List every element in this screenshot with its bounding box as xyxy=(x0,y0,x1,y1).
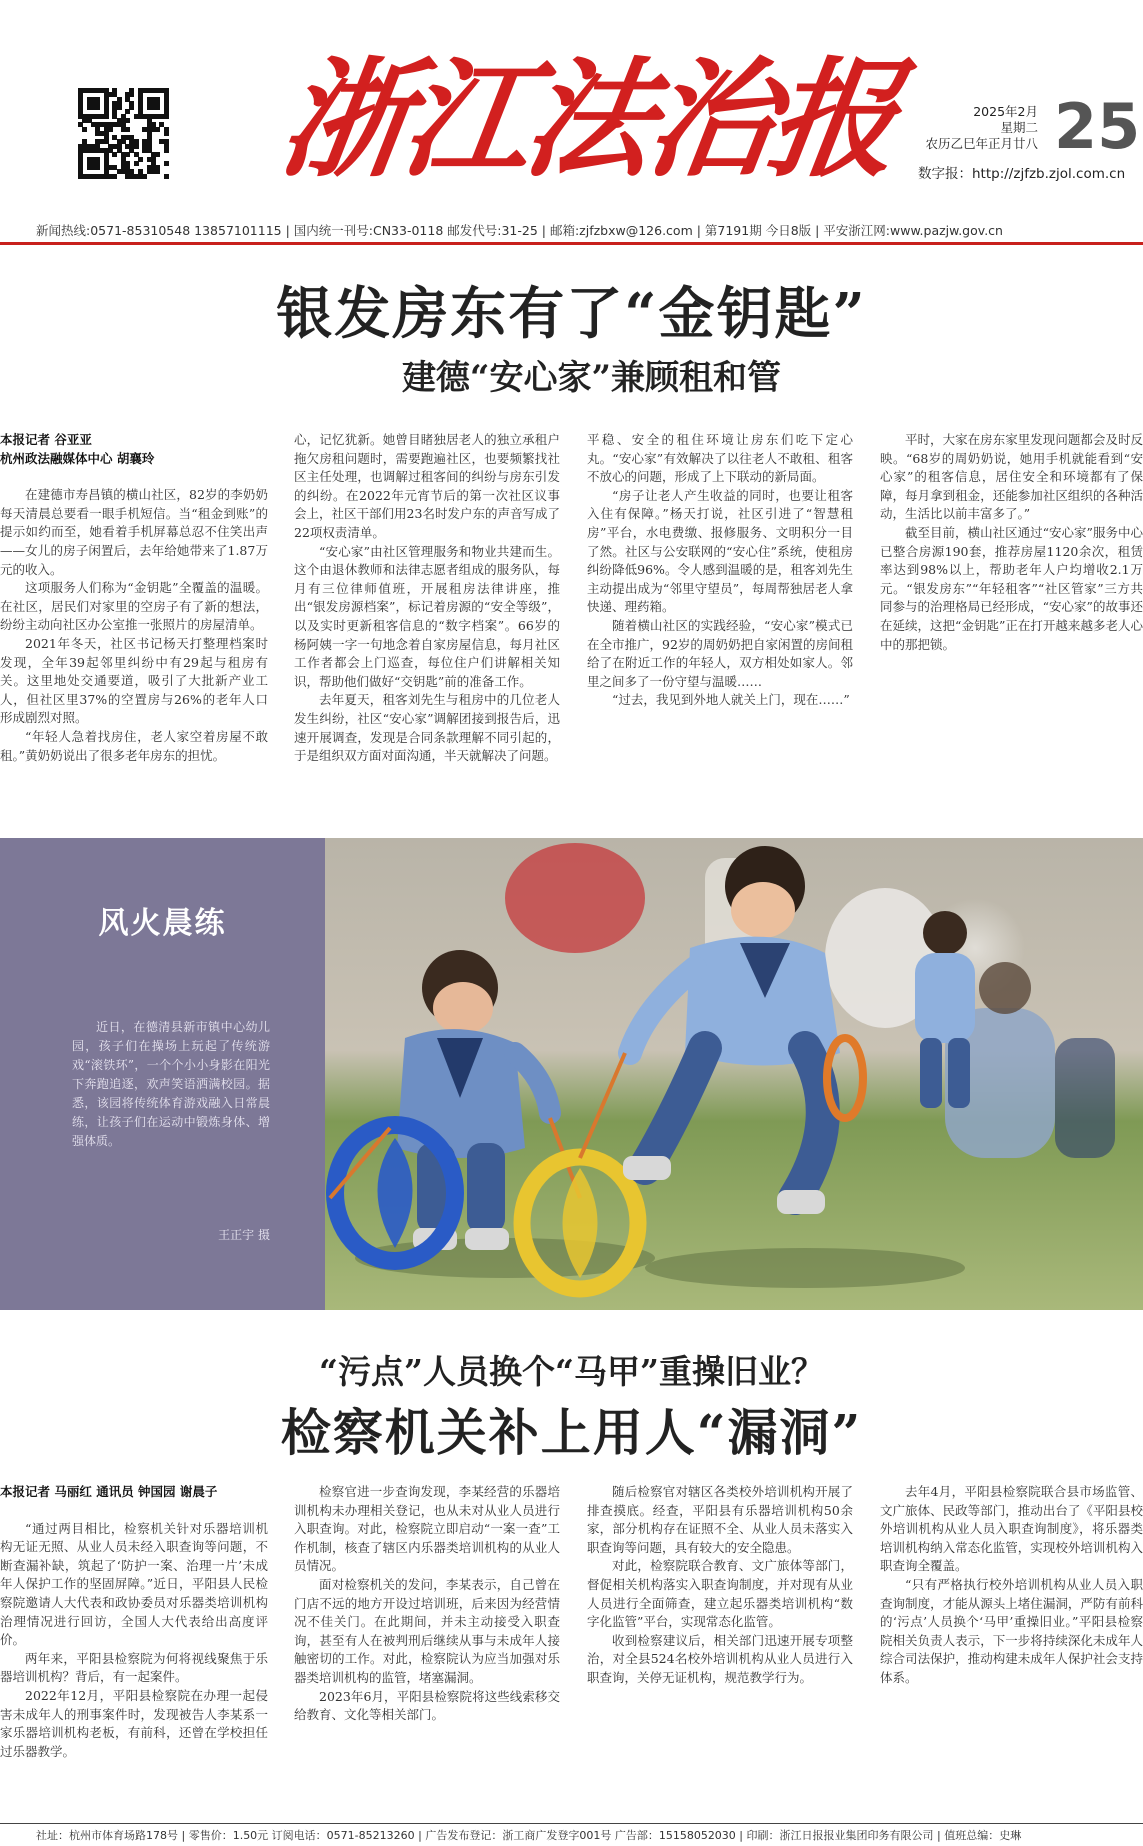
story2-paragraph: “通过两目相比，检察机关针对乐器培训机构无证无照、从业人员未经入职查询等问题，不断查漏补缺，筑起了‘防护一案、治理一片’未成年人保护工作的坚固屏障。”近日，平阳县人民检察院邀请人大代表和政协委员对乐器类培训机构治理情况进行回访，全国人大代表给出高度评价。 xyxy=(0,1520,268,1648)
story1-paragraph: 在建德市寿昌镇的横山社区，82岁的李奶奶每天清晨总要看一眼手机短信。当“租金到账”的提示如约而至，她看着手机屏幕总忍不住笑出声——女儿的房子闲置后，去年给她带来了1.87万元的收入。 xyxy=(0,487,268,577)
issue-day-number: 25 xyxy=(1054,90,1141,163)
story2-paragraph: “只有严格执行校外培训机构从业人员入职查询制度，才能从源头上堵住漏洞，严防有前科的‘污点’人员换个‘马甲’重操旧业。”平阳县检察院相关负责人表示，下一步将持续深化未成年人综合司法保护，推动构建未成年人保护社会支持体系。 xyxy=(880,1576,1143,1685)
story1-column-3 xyxy=(587,431,853,803)
story1-paragraph: “年轻人急着找房住，老人家空着房屋不敢租。”黄奶奶说出了很多老年房东的担忧。 xyxy=(0,728,268,763)
story1-paragraph: “过去，我见到外地人就关上门，现在……” xyxy=(612,692,850,708)
newspaper-logo: 浙江法治报 xyxy=(271,45,903,195)
masthead-divider xyxy=(0,242,1143,245)
story1-headline[interactable]: 银发房东有了“金钥匙” xyxy=(276,281,867,347)
photo-feature xyxy=(0,838,1143,1310)
story1-byline-2: 杭州政法融媒体中心 胡襄玲 xyxy=(0,450,155,466)
info-bar: 新闻热线:0571-85310548 13857101115 | 国内统一刊号:CN33-0118 邮发代号:31-25 | 邮箱:zjfzbxw@126.com | 第7191期 今日8版 | 平安浙江网:www.pazjw.gov.cn xyxy=(36,223,1003,238)
story1-subheadline: 建德“安心家”兼顾租和管 xyxy=(401,358,782,398)
story2-paragraph: 去年4月，平阳县检察院联合县市场监管、文广旅体、民政等部门，推动出台了《平阳县校外培训机构从业人员入职查询制度》，将乐器类培训机构纳入常态化监管，实现校外培训机构入职查询全覆盖。 xyxy=(880,1484,1143,1574)
story2-paragraph: 2023年6月，平阳县检察院将这些线索移交给教育、文化等相关部门。 xyxy=(294,1688,560,1723)
story2-paragraph: 两年来，平阳县检察院为何将视线聚焦于乐器培训机构？背后，有一起案件。 xyxy=(0,1650,268,1685)
digital-edition-link[interactable]: 数字报：http://zjfzb.zjol.com.cn xyxy=(918,166,1126,182)
photo-illustration xyxy=(325,838,1143,1310)
story1-paragraph: 这项服务人们称为“金钥匙”全覆盖的温暖。在社区，居民们对家里的空房子有了新的想法，纷纷主动向社区办公室推一张照片的房屋清单。 xyxy=(0,580,268,633)
photo-caption-panel xyxy=(0,838,325,1310)
story1-byline-1: 本报记者 谷亚亚 xyxy=(0,432,92,447)
story2-column-3 xyxy=(587,1483,853,1813)
story2-column-2 xyxy=(294,1483,560,1813)
story2-paragraph: 检察官进一步查询发现，李某经营的乐器培训机构未办理相关登记，也从未对从业人员进行入职查询。对此，检察院立即启动“一案一查”工作机制，核查了辖区内乐器类培训机构的从业人员情况。 xyxy=(294,1484,560,1574)
photo-caption: 近日，在德清县新市镇中心幼儿园，孩子们在操场上玩起了传统游戏“滚铁环”，一个个小小身影在阳光下奔跑追逐，欢声笑语洒满校园。据悉，该园将传统体育游戏融入日常晨练，让孩子们在运动中锻炼身体、增强体质。 xyxy=(72,1020,270,1148)
footer-divider xyxy=(0,1823,1143,1824)
qr-code xyxy=(78,88,168,178)
photo-credit: 王正宇 摄 xyxy=(218,1228,270,1242)
date-block xyxy=(918,104,1038,152)
story2-column-4 xyxy=(880,1483,1143,1813)
story2-paragraph: 收到检察建议后，相关部门迅速开展专项整治，对全县524名校外培训机构从业人员进行入职查询，关停无证机构，规范教学行为。 xyxy=(587,1632,853,1685)
story2-kicker: “污点”人员换个“马甲”重操旧业？ xyxy=(319,1352,824,1391)
story1-column-1 xyxy=(0,431,268,803)
date-year-month: 2025年2月 xyxy=(973,104,1038,119)
story1-column-4 xyxy=(880,431,1143,803)
story2-column-1 xyxy=(0,1483,268,1813)
photo-title: 风火晨练 xyxy=(98,906,227,941)
story2-paragraph: 面对检察机关的发问，李某表示，自己曾在门店不远的地方开设过培训班，后来因为经营情况不佳关门。在此期间，并未主动接受入职查询，甚至有人在被判刑后继续从事与未成年人接触密切的工作。对此，检察院认为应当加强对乐器类培训机构的监管，堵塞漏洞。 xyxy=(294,1576,560,1685)
story1-paragraph: “房子让老人产生收益的同时，也要让租客入住有保障。”杨天打说，社区引进了“智慧租房”平台，水电费缴、报修服务、文明积分一目了然。社区与公安联网的“安心住”系统，使租房纠纷降低96%。令人感到温暖的是，租客刘先生主动提出成为“邻里守望员”，每周帮独居老人拿快递、理药箱。 xyxy=(587,487,853,615)
story1-paragraph: 2021年冬天，社区书记杨天打整理档案时发现，全年39起邻里纠纷中有29起与租房有关。这里地处交通要道，吸引了大批新产业工人，但社区里37%的空置房与26%的老年人口形成剧烈对照。 xyxy=(0,635,268,726)
story1-column-2 xyxy=(294,431,560,803)
story1-paragraph: “安心家”由社区管理服务和物业共建而生。这个由退休教师和法律志愿者组成的服务队，每月有三位律师值班，开展租房法律讲座，推出“银发房源档案”，标记着房源的“安全等级”，以及实时更新租客信息的“数字档案”。66岁的杨阿姨一字一句地念着自家房屋信息，每月社区工作者都会上门巡查，每位住户们讲解相关知识，帮助他们做好“交钥匙”前的准备工作。 xyxy=(294,543,560,689)
date-lunar: 农历乙巳年正月廿八 xyxy=(925,136,1038,151)
story1-paragraph: 随着横山社区的实践经验，“安心家”模式已在全市推广，92岁的周奶奶把自家闲置的房间租给了在附近工作的年轻人，双方相处如家人。邻里之间多了一份守望与温暖…… xyxy=(587,617,853,689)
story2-byline: 本报记者 马丽红 通讯员 钟国园 谢晨子 xyxy=(0,1484,218,1499)
children-hoop-rolling-photo[interactable] xyxy=(325,838,1143,1310)
story2-headline[interactable]: 检察机关补上用人“漏洞” xyxy=(280,1403,863,1462)
story1-paragraph: 去年夏天，租客刘先生与租房中的几位老人发生纠纷，社区“安心家”调解团接到报告后，迅速开展调查，发现是合同条款理解不同引起的，于是组织双方面对面沟通，半天就解决了问题。 xyxy=(294,692,560,764)
story2-paragraph: 2022年12月，平阳县检察院在办理一起侵害未成年人的刑事案件时，发现被告人李某系一家乐器培训机构老板，有前科，还曾在学校担任过乐器教学。 xyxy=(0,1687,268,1759)
story1-paragraph: 平时，大家在房东家里发现问题都会及时反映。“68岁的周奶奶说，她用手机就能看到“安心家”的租客信息，居住安全和环境都有了保障，每月拿到租金，还能参加社区组织的各种活动，生活比以前丰富多了。” xyxy=(880,432,1143,522)
footer-info: 社址：杭州市体育场路178号 | 零售价：1.50元 订阅电话：0571-85213260 | 广告发布登记：浙工商广发登字001号 广告部：15158052030 | 印刷：浙江日报报业集团印务有限公司 | 值班总编：史琳 xyxy=(36,1829,1022,1842)
story2-paragraph: 对此，检察院联合教育、文广旅体等部门，督促相关机构落实入职查询制度，并对现有从业人员进行全面筛查，建立起乐器类培训机构“数字化监管”平台，实现常态化监管。 xyxy=(587,1558,853,1630)
story1-paragraph: 心，记忆犹新。她曾目睹独居老人的独立承租户拖欠房租问题时，需要跑遍社区，也要频繁找社区主任处理，也调解过租客间的纠纷与房东引发的纠纷。在2022年元宵节后的第一次社区议事会上，社区干部们用23名时发户东的声音写成了22项权责清单。 xyxy=(294,432,560,540)
date-weekday: 星期二 xyxy=(1000,120,1038,135)
story1-paragraph: 平稳、安全的租住环境让房东们吃下定心丸。“安心家”有效解决了以往老人不敢租、租客不放心的问题，形成了上下联动的新局面。 xyxy=(587,432,853,485)
story2-paragraph: 随后检察官对辖区各类校外培训机构开展了排查摸底。经查，平阳县有乐器培训机构50余家，部分机构存在证照不全、从业人员未落实入职查询等问题，具有较大的安全隐患。 xyxy=(587,1484,853,1555)
story1-paragraph: 截至目前，横山社区通过“安心家”服务中心已整合房源190套，推荐房屋1120余次，租赁率达到98%以上，帮助老年人户均增收2.1万元。“银发房东”“年轻租客”“社区管家”三方共同参与的治理格局已经形成，“安心家”的故事还在延续，这把“金钥匙”正在打开越来越多老人心中的那把锁。 xyxy=(880,524,1143,652)
